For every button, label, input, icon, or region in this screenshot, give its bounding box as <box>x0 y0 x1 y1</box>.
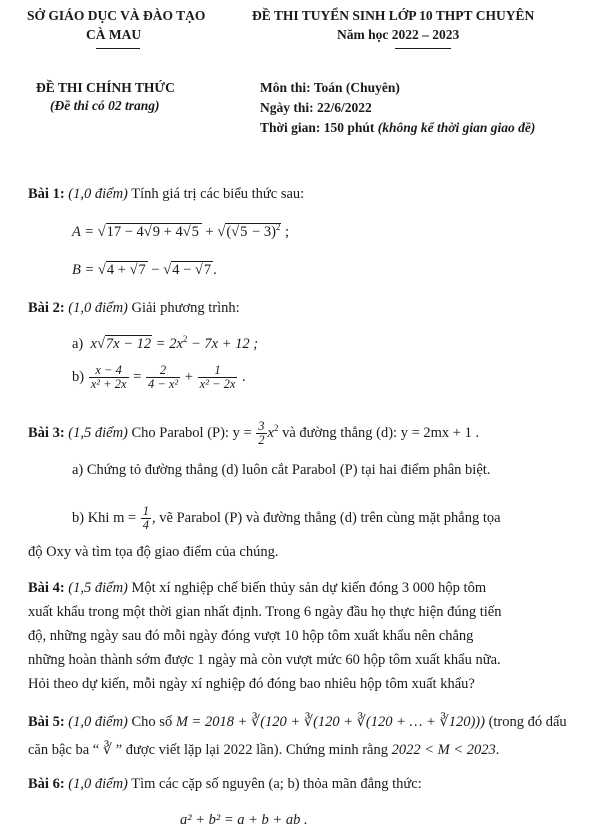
problem-6-text: Tìm các cặp số nguyên (a; b) thỏa mãn đẳng thức: <box>127 776 422 792</box>
expr-b-rad1: 4 + <box>106 262 130 278</box>
expression-b: B = √4 + √7 − √4 − √7 . <box>72 262 217 278</box>
expr-b-rad4: 7 <box>203 262 212 278</box>
expr-a-end: ; <box>281 223 290 240</box>
problem-4-line1 <box>28 580 486 597</box>
problem-4-label: Bài 4: <box>28 580 65 596</box>
problem-3-text1: Cho Parabol (P): y = <box>127 424 256 441</box>
expr-b-end: . <box>213 262 217 278</box>
problem-2-points: (1,0 điểm) <box>68 300 128 316</box>
eq-2a-x: x <box>90 335 97 352</box>
problem-5-post: (trong đó dấu <box>484 714 567 730</box>
expr-a-plus: + <box>201 223 218 240</box>
problem-3a: a) Chứng tỏ đường thẳng (d) luôn cắt Parabol (P) tại hai điểm phân biệt. <box>72 462 491 478</box>
problem-5-inequality: 2022 < M < 2023 <box>391 742 496 758</box>
problem-5-line2 <box>28 742 499 759</box>
school-year: Năm học 2022 – 2023 <box>337 27 460 42</box>
official-exam-label: ĐỀ THI CHÍNH THỨC <box>36 80 175 95</box>
problem-3-text3: và đường thẳng (d): y = 2mx + 1 . <box>278 424 480 441</box>
problem-1-label: Bài 1: <box>28 186 65 202</box>
problem-5-label: Bài 5: <box>28 714 65 730</box>
exam-date: Ngày thi: 22/6/2022 <box>260 100 372 115</box>
eq-2b-fraction-3: $\frac{1}{\text{x² − 2x}}$ <box>199 363 236 391</box>
expr-a-paren-close: − 3) <box>248 223 276 240</box>
province-underline <box>96 48 140 49</box>
duration-label: Thời gian: 150 phút <box>260 120 375 135</box>
eq-2b-plus: + <box>184 368 193 385</box>
eq-2a-tail: − 7x + 12 ; <box>187 335 259 352</box>
problem-4-line4: những hoàn thành sớm được 1 ngày mà còn vượt mức 60 hộp tôm xuất khẩu nữa. <box>28 652 501 668</box>
eq-2a-exponent: 2 <box>182 334 188 344</box>
eq-2a-label: a) <box>72 335 84 352</box>
problem-2-text: Giải phương trình: <box>131 300 240 316</box>
problem-6-equation: a² + b² = a + b + ab . <box>180 812 308 828</box>
expr-a-rad1: 17 − 4 <box>106 223 144 240</box>
expr-a-rad2: 9 + 4 <box>152 223 183 240</box>
eq-2b-fraction-2: $\frac{2}{\text{4 − x²}}$ <box>147 363 179 391</box>
problem-5-points: (1,0 điểm) <box>68 714 128 730</box>
expr-b-rad3: 4 − <box>172 262 195 278</box>
problem-2-label: Bài 2: <box>28 300 65 316</box>
problem-3b-pre: b) Khi m = <box>72 509 140 526</box>
expr-a-lhs: A = <box>72 223 98 240</box>
problem-3-label: Bài 3: <box>28 424 65 441</box>
province-name: CÀ MAU <box>86 27 142 42</box>
duration-note: (không kể thời gian giao đề) <box>377 120 536 135</box>
problem-6-points: (1,0 điểm) <box>68 776 128 792</box>
problem-2-heading <box>28 300 240 317</box>
expr-a-exponent: 2 <box>275 222 281 232</box>
department-name: SỞ GIÁO DỤC VÀ ĐÀO TẠO <box>27 8 206 23</box>
problem-1-text: Tính giá trị các biểu thức sau: <box>131 186 305 202</box>
pages-note: (Đề thi có 02 trang) <box>50 98 160 113</box>
school-year-underline <box>395 48 451 49</box>
problem-6-heading <box>28 776 422 793</box>
problem-5-expression: M = 2018 + ∛(120 + ∛(120 + ∛(120 + … + ∛120))) <box>175 714 485 730</box>
equation-2a: a) $x√7x - 12 = 2x^2 - 7x + 12$ ; <box>72 334 259 352</box>
problem-3-points: (1,5 điểm) <box>68 424 128 441</box>
expr-a-rad5: 5 <box>240 223 248 240</box>
eq-2b-label: b) <box>72 368 85 385</box>
problem-3-heading <box>28 420 479 447</box>
problem-3-x: x <box>267 424 274 441</box>
expr-b-rad2: 7 <box>138 262 146 278</box>
exam-title: ĐỀ THI TUYỂN SINH LỚP 10 THPT CHUYÊN <box>252 8 535 23</box>
problem-3b-line2: độ Oxy và tìm tọa độ giao điểm của chúng. <box>28 544 279 560</box>
eq-2a-radicand: 7x − 12 <box>105 335 152 352</box>
expression-a: $A = √17 - 4√9 + 4√5 + √(√5 - 3)^2$ ; <box>72 222 290 240</box>
problem-4-text1: Một xí nghiệp chế biến thủy sản dự kiến đóng 3 000 hộp tôm <box>127 580 487 596</box>
problem-3b-post: , vẽ Parabol (P) và đường thẳng (d) trên cùng mặt phẳng tọa <box>152 509 501 526</box>
expr-b-minus: − <box>147 262 164 278</box>
equation-2b <box>72 364 246 391</box>
eq-2b-fraction-1: $\frac{x - 4}{\text{x² + 2x}}$ <box>90 363 127 391</box>
problem-4-line5: Hỏi theo dự kiến, mỗi ngày xí nghiệp đó đóng bao nhiêu hộp tôm xuất khẩu? <box>28 676 475 692</box>
problem-5-pre: Cho số <box>127 714 176 730</box>
exam-duration <box>260 120 535 136</box>
problem-5-line1 <box>28 714 567 731</box>
problem-4-line2: xuất khẩu trong một thời gian nhất định. Trong 6 ngày đầu họ thực hiện đúng tiến <box>28 604 502 620</box>
eq-2b-equals: = <box>133 368 142 385</box>
problem-3-fraction: $\frac{3}{2}$ <box>258 419 265 447</box>
problem-3-exponent: 2 <box>273 423 279 433</box>
expr-b-lhs: B = <box>72 262 98 278</box>
expr-a-rad3: 5 <box>191 223 199 240</box>
problem-3b <box>72 505 501 532</box>
problem-6-label: Bài 6: <box>28 776 65 792</box>
problem-1-points: (1,0 điểm) <box>68 186 128 202</box>
problem-5-line2-text: căn bậc ba “ ∛ ” được viết lặp lại 2022 lần). Chứng minh rằng <box>28 742 392 758</box>
eq-2b-end: . <box>242 368 246 385</box>
problem-3b-fraction: $\frac{1}{4}$ <box>142 504 150 532</box>
problem-4-points: (1,5 điểm) <box>68 580 128 596</box>
subject-line: Môn thi: Toán (Chuyên) <box>260 80 400 95</box>
expr-a-paren-open: ( <box>226 223 232 240</box>
problem-4-line3: độ, những ngày sau đó mỗi ngày đóng vượt 10 hộp tôm xuất khẩu nên chẳng <box>28 628 474 644</box>
eq-2a-rhs: = 2x <box>152 335 183 352</box>
problem-1-heading <box>28 186 304 203</box>
problem-5-end: . <box>495 742 500 758</box>
